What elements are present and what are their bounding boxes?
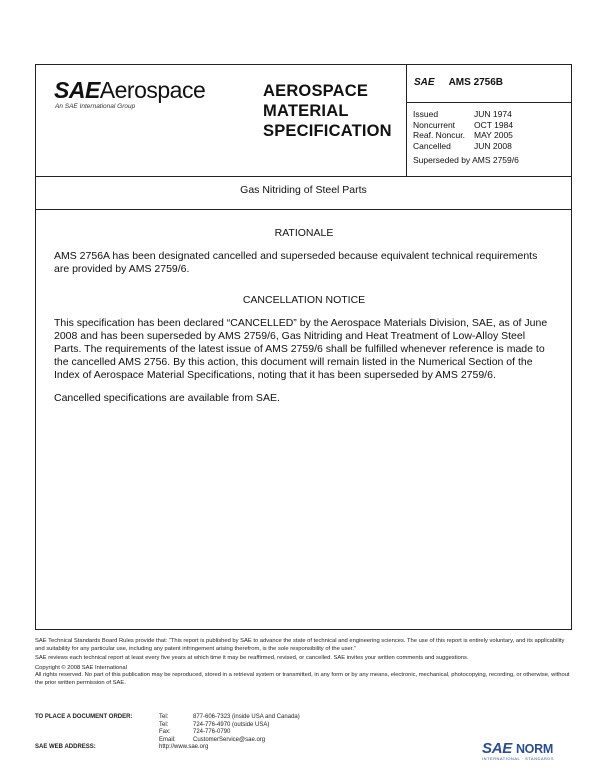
rationale-text: AMS 2756A has been designated cancelled and superseded because equivalent technical requirements are provided by AMS 2759/6. (54, 250, 538, 275)
watermark-brand: SAE (482, 740, 512, 757)
header-divider (406, 65, 407, 176)
sae-norm-watermark (482, 740, 554, 761)
board-rules-text: SAE Technical Standards Board Rules provide that: “This report is published by SAE to advance the state of technical and engineering sciences. The use of this report is entirely voluntary, and its applicability and suitability for any particular use, including any patent infringement arising therefrom, is the sole responsibility of the user.” (35, 638, 565, 652)
date-row (413, 109, 513, 120)
contact-email[interactable]: CustomerService@sae.org (193, 736, 266, 743)
watermark-sub: INTERNATIONAL · STANDARDS (482, 756, 554, 761)
contact-value: 877-606-7323 (inside USA and Canada) (193, 714, 300, 720)
superseded-note: Superseded by AMS 2759/6 (413, 155, 519, 165)
document-number (414, 77, 503, 88)
review-text: SAE reviews each technical report at least every five years at which time it may be reaffirmed, revised, or cancelled. SAE invites your written comments and suggestions. (35, 655, 469, 662)
contact-value: 724-776-0790 (193, 729, 231, 736)
web-label: SAE WEB ADDRESS: (35, 744, 96, 751)
spec-title-line: SPECIFICATION (263, 122, 392, 140)
document-header (36, 65, 571, 177)
cancellation-heading: CANCELLATION NOTICE (242, 294, 366, 306)
date-label: Cancelled (413, 140, 451, 151)
date-label: Noncurrent (413, 119, 456, 130)
doc-number: AMS 2756B (448, 77, 504, 88)
date-row (413, 141, 513, 152)
logo-tagline: An SAE International Group (55, 103, 136, 110)
document-title: Gas Nitriding of Steel Parts (240, 184, 367, 196)
web-link[interactable]: http://www.sae.org (159, 744, 209, 751)
doc-brand: SAE (414, 77, 435, 88)
sae-aerospace-logo (54, 77, 205, 110)
contact-label: Tel: (159, 714, 169, 720)
date-row (413, 120, 513, 131)
date-label: Reaf. Noncur. (413, 130, 465, 140)
header-divider (406, 102, 571, 103)
document-dates (413, 109, 513, 151)
logo-brand: SAE (54, 77, 100, 103)
spec-title-line: MATERIAL (263, 102, 349, 120)
date-row (413, 130, 513, 141)
rationale-heading: RATIONALE (274, 227, 334, 239)
date-value: JUN 2008 (474, 140, 512, 151)
title-divider (36, 209, 571, 210)
copyright-text: Copyright © 2008 SAE International (35, 664, 127, 671)
cancellation-text: This specification has been declared “CANCELLED” by the Aerospace Materials Division, SAE, as of June 2008 and has been superseded by AMS 2759/6, Gas Nitriding and Heat Treatment of Low-Alloy Steel Parts. The requirements of the latest issue of AMS 2759/6 shall be fulfilled whenever reference is made to the cancelled AMS 2756. By this action, this document will remain listed in the Numerical Section of the Index of Aerospace Material Specifications, noting that it has been superseded by AMS 2759/6. (54, 317, 548, 381)
contact-label: Email: (159, 736, 176, 743)
logo-word: Aerospace (99, 77, 206, 103)
date-value: MAY 2005 (474, 130, 513, 140)
document-frame (35, 64, 572, 630)
order-label: TO PLACE A DOCUMENT ORDER: (35, 714, 133, 720)
date-value: JUN 1974 (474, 109, 512, 119)
legal-footer (35, 638, 572, 688)
contact-label: Tel: (159, 721, 169, 728)
watermark-word: NORM (515, 742, 553, 756)
rights-text: All rights reserved. No part of this publication may be reproduced, stored in a retrieval system or transmitted, in any form or by any means, electronic, mechanical, photocopying, recording, or otherwise, without the prior written permission of SAE. (35, 672, 570, 686)
date-label: Issued (413, 109, 439, 119)
order-contact (35, 714, 300, 752)
spec-title-line: AEROSPACE (263, 82, 369, 100)
document-body (54, 227, 554, 415)
date-value: OCT 1984 (474, 119, 514, 130)
contact-label: Fax: (159, 729, 171, 736)
availability-note: Cancelled specifications are available from SAE. (54, 392, 280, 404)
spec-title (263, 81, 413, 141)
contact-value: 724-776-4970 (outside USA) (193, 721, 270, 728)
